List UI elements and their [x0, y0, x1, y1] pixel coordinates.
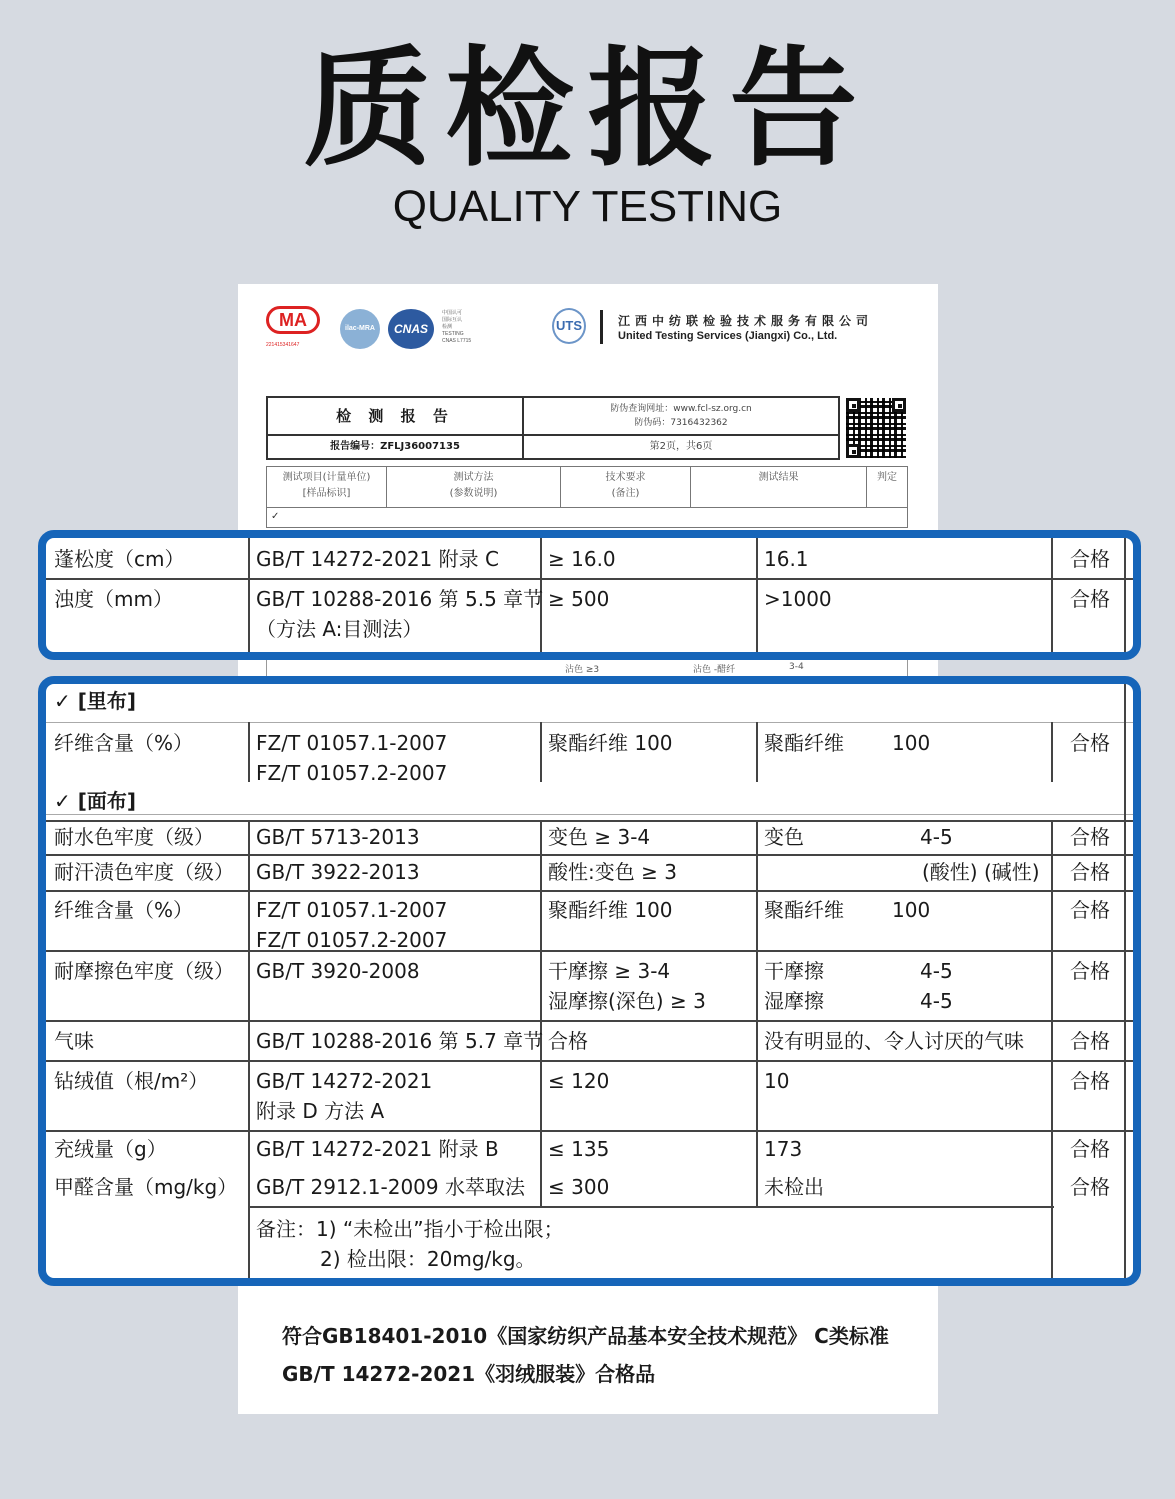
item-turbidity: 浊度（mm） — [54, 587, 173, 611]
column-header-table — [266, 466, 908, 528]
note-line-2: 2) 检出限：20mg/kg。 — [320, 1247, 536, 1271]
shell-verdict-fibre: 合格 — [1070, 898, 1110, 922]
shell-req-rubbing-dry: 干摩擦 ≥ 3-4 — [548, 959, 671, 983]
shell-result-rubbing-wet: 湿摩擦 — [764, 989, 824, 1013]
lining-method: FZ/T 01057.1-2007 — [256, 731, 448, 755]
page-title: 质检报告 — [303, 35, 872, 184]
shell-item-formaldehyde: 甲醛含量（mg/kg） — [54, 1175, 238, 1199]
col-header-result: 测试结果 — [691, 467, 867, 507]
shell-method-odour: GB/T 10288-2016 第 5.7 章节 — [256, 1029, 544, 1053]
lining-result: 聚酯纤维 — [764, 731, 844, 755]
shell-method-rubbing: GB/T 3920-2008 — [256, 959, 420, 983]
note-line-1: 备注：1) “未检出”指小于检出限； — [256, 1217, 564, 1241]
req-loft: ≥ 16.0 — [548, 547, 616, 571]
shell-method-formaldehyde: GB/T 2912.1-2009 水萃取法 — [256, 1175, 525, 1199]
shell-item-water: 耐水色牢度（级） — [54, 825, 214, 849]
cma-logo — [266, 306, 320, 346]
shell-verdict-formaldehyde: 合格 — [1070, 1175, 1110, 1199]
shell-verdict-odour: 合格 — [1070, 1029, 1110, 1053]
strip-requirement: 沾色 ≥3 — [565, 665, 600, 675]
shell-result-rubbing-wet-value: 4-5 — [920, 989, 953, 1013]
cma-mark: MA — [266, 306, 320, 334]
section-shell: ✓ [面布] — [54, 789, 137, 813]
col-header-requirement: 技术要求 (备注) — [561, 467, 691, 507]
col-header-item: 测试项目(计量单位) [样品标识] — [267, 467, 387, 507]
shell-method-penetration-2: 附录 D 方法 A — [256, 1099, 385, 1123]
lining-method-2: FZ/T 01057.2-2007 — [256, 761, 448, 785]
page-info: 第2页，共6页 — [649, 441, 713, 452]
shell-result-formaldehyde: 未检出 — [764, 1175, 824, 1199]
company-name-en: United Testing Services (Jiangxi) Co., Ltd. — [618, 330, 838, 342]
shell-req-penetration: ≤ 120 — [548, 1069, 610, 1093]
shell-method-perspiration: GB/T 3922-2013 — [256, 860, 420, 884]
method-loft: GB/T 14272-2021 附录 C — [256, 547, 499, 571]
shell-req-rubbing-wet: 湿摩擦(深色) ≥ 3 — [548, 989, 706, 1013]
verify-url: 防伪查询网址：www.fcl-sz.org.cn — [610, 404, 752, 414]
qr-code — [846, 398, 906, 458]
req-turbidity: ≥ 500 — [548, 587, 610, 611]
method-turbidity-note: （方法 A:目测法） — [256, 617, 423, 641]
cma-number: 221415341647 — [266, 342, 300, 348]
lining-verdict: 合格 — [1070, 731, 1110, 755]
highlight-panel-main — [38, 676, 1141, 1286]
shell-req-odour: 合格 — [548, 1029, 588, 1053]
shell-result-penetration: 10 — [764, 1069, 790, 1093]
qr-finder-icon — [892, 398, 906, 412]
shell-req-formaldehyde: ≤ 300 — [548, 1175, 610, 1199]
lining-req: 聚酯纤维 100 — [548, 731, 673, 755]
item-loft: 蓬松度（cm） — [54, 547, 185, 571]
shell-item-fibre: 纤维含量（%） — [54, 898, 194, 922]
shell-verdict-fill: 合格 — [1070, 1137, 1110, 1161]
strip-value: 3-4 — [789, 662, 804, 672]
verify-code: 防伪码：7316432362 — [634, 418, 728, 428]
shell-result-fibre: 聚酯纤维 — [764, 898, 844, 922]
report-header-box — [266, 396, 840, 460]
report-number: 报告编号：ZFLJ36007135 — [268, 436, 524, 460]
logo-divider — [600, 310, 603, 344]
lining-result-value: 100 — [892, 731, 931, 755]
shell-method-water: GB/T 5713-2013 — [256, 825, 420, 849]
col-header-method: 测试方法 (参数说明) — [387, 467, 561, 507]
shell-req-perspiration: 酸性:变色 ≥ 3 — [548, 860, 677, 884]
shell-result-fill: 173 — [764, 1137, 803, 1161]
result-loft: 16.1 — [764, 547, 809, 571]
shell-verdict-penetration: 合格 — [1070, 1069, 1110, 1093]
shell-req-fibre: 聚酯纤维 100 — [548, 898, 673, 922]
footer-standard-1: 符合GB18401-2010《国家纺织产品基本安全技术规范》 C类标准 — [282, 1324, 889, 1348]
shell-result-odour: 没有明显的、令人讨厌的气味 — [764, 1029, 1024, 1053]
uts-logo: UTS — [552, 308, 586, 344]
qr-finder-icon — [846, 398, 860, 412]
shell-method-fibre-2: FZ/T 01057.2-2007 — [256, 928, 448, 952]
shell-method-penetration: GB/T 14272-2021 — [256, 1069, 433, 1093]
verdict-loft: 合格 — [1070, 547, 1110, 571]
cnas-logo: CNAS — [388, 309, 434, 349]
shell-item-fill: 充绒量（g） — [54, 1137, 167, 1161]
method-turbidity: GB/T 10288-2016 第 5.5 章节 — [256, 587, 544, 611]
shell-req-water: 变色 ≥ 3-4 — [548, 825, 651, 849]
shell-result-rubbing-dry: 干摩擦 — [764, 959, 824, 983]
shell-item-odour: 气味 — [54, 1029, 94, 1053]
footer-standard-2: GB/T 14272-2021《羽绒服装》合格品 — [282, 1362, 656, 1386]
ilac-logo: ilac-MRA — [340, 309, 380, 349]
company-name-cn: 江西中纺联检验技术服务有限公司 — [618, 314, 874, 328]
qr-finder-icon — [846, 444, 860, 458]
verify-info — [524, 398, 838, 436]
shell-req-fill: ≤ 135 — [548, 1137, 610, 1161]
highlight-panel-top — [38, 530, 1141, 660]
shell-result-fibre-value: 100 — [892, 898, 931, 922]
strip-result: 沾色 -醋纤 — [693, 665, 736, 675]
partial-row-strip — [266, 658, 908, 678]
verdict-turbidity: 合格 — [1070, 587, 1110, 611]
section-lining: ✓ [里布] — [54, 689, 137, 713]
shell-verdict-perspiration: 合格 — [1070, 860, 1110, 884]
shell-result-perspiration: (酸性) (碱性) — [922, 860, 1040, 884]
shell-result-water-value: 4-5 — [920, 825, 953, 849]
shell-verdict-water: 合格 — [1070, 825, 1110, 849]
shell-result-rubbing-dry-value: 4-5 — [920, 959, 953, 983]
report-title: 检 测 报 告 — [268, 398, 524, 436]
shell-item-perspiration: 耐汗渍色牢度（级） — [54, 860, 234, 884]
shell-item-penetration: 钻绒值（根/m²） — [54, 1069, 209, 1093]
check-mark: ✓ — [267, 507, 907, 527]
col-header-verdict: 判定 — [877, 472, 897, 483]
cnas-caption: 中国认可 国际互认 检测 TESTING CNAS L7715 — [442, 310, 472, 344]
lining-item: 纤维含量（%） — [54, 731, 194, 755]
result-turbidity: >1000 — [764, 587, 832, 611]
page-subtitle: QUALITY TESTING — [392, 182, 783, 231]
shell-verdict-rubbing: 合格 — [1070, 959, 1110, 983]
shell-method-fill: GB/T 14272-2021 附录 B — [256, 1137, 499, 1161]
shell-method-fibre: FZ/T 01057.1-2007 — [256, 898, 448, 922]
shell-result-water: 变色 — [764, 825, 804, 849]
shell-item-rubbing: 耐摩擦色牢度（级） — [54, 959, 234, 983]
